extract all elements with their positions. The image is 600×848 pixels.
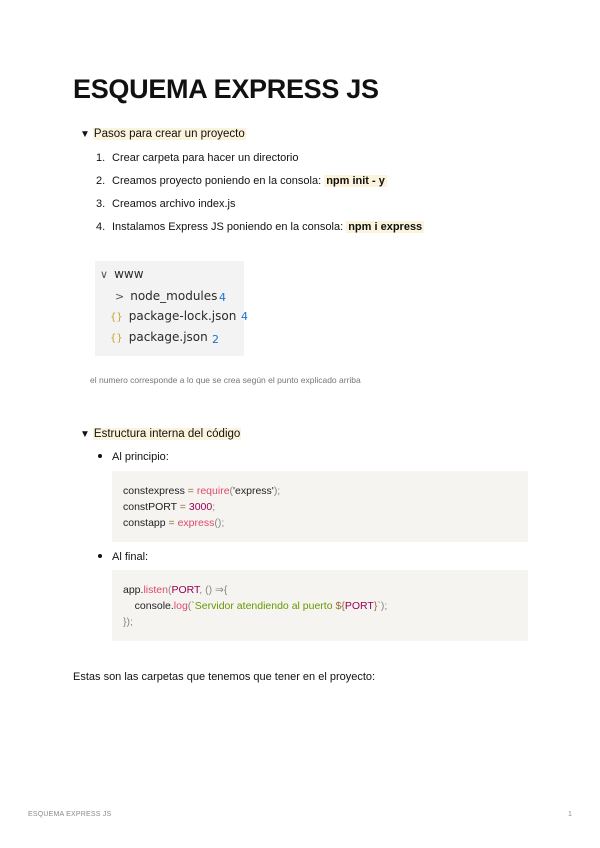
tree-item xyxy=(115,289,217,303)
bullet-dot-icon xyxy=(98,554,102,558)
bullet-text: Al principio: xyxy=(112,451,169,463)
list-item xyxy=(96,174,556,197)
code-line: constapp = express(); xyxy=(123,517,225,529)
json-braces-icon: {} xyxy=(110,312,123,323)
code-block-final xyxy=(112,570,528,641)
tree-item xyxy=(110,309,236,323)
bullet-item xyxy=(98,551,148,563)
list-item xyxy=(96,197,556,220)
chevron-right-icon: > xyxy=(115,290,125,303)
code-line: console.log(`Servidor atendiendo al puerto ${PORT}`); xyxy=(134,600,388,612)
tree-item-label: node_modules xyxy=(130,289,218,303)
code-block-inicio xyxy=(112,471,528,542)
list-text: Creamos proyecto poniendo en la consola: xyxy=(112,175,325,187)
toggle-arrow-icon[interactable]: ▼ xyxy=(80,129,90,140)
tree-root xyxy=(100,267,144,281)
toggle-heading: Pasos para crear un proyecto xyxy=(93,128,245,140)
json-braces-icon: {} xyxy=(110,333,123,344)
bullet-text: Al final: xyxy=(112,551,149,563)
list-text: Creamos archivo index.js xyxy=(112,198,236,210)
list-index: 4. xyxy=(96,221,106,233)
list-index: 2. xyxy=(96,175,106,187)
tree-item-number: 4 xyxy=(219,291,226,304)
list-index: 3. xyxy=(96,198,106,210)
toggle-pasos[interactable] xyxy=(80,128,246,140)
page-number: 1 xyxy=(568,811,572,818)
tree-root-label: www xyxy=(114,267,144,281)
list-item xyxy=(96,220,556,243)
code-line: }); xyxy=(123,616,133,628)
inline-command: npm i express xyxy=(348,221,423,233)
footer-title: ESQUEMA EXPRESS JS xyxy=(28,811,112,818)
tree-item-number: 4 xyxy=(241,310,248,323)
list-text: Instalamos Express JS poniendo en la consola: xyxy=(112,221,347,233)
toggle-estructura[interactable] xyxy=(80,428,241,440)
list-index: 1. xyxy=(96,152,106,164)
image-caption: el numero corresponde a lo que se crea según el punto explicado arriba xyxy=(90,375,361,385)
tree-item-number: 2 xyxy=(212,333,219,346)
tree-item-label: package.json xyxy=(128,330,208,344)
page-title: ESQUEMA EXPRESS JS xyxy=(73,74,379,104)
paragraph: Estas son las carpetas que tenemos que tener en el proyecto: xyxy=(73,671,376,683)
list-text: Crear carpeta para hacer un directorio xyxy=(112,152,299,164)
code-line: constPORT = 3000; xyxy=(123,501,216,513)
tree-item-label: package-lock.json xyxy=(128,309,237,323)
bullet-dot-icon xyxy=(98,454,102,458)
steps-list xyxy=(96,151,556,243)
tree-item xyxy=(110,330,208,344)
chevron-down-icon: ∨ xyxy=(100,268,109,281)
toggle-heading: Estructura interna del código xyxy=(93,428,241,440)
code-line: app.listen(PORT, () ⇒{ xyxy=(123,584,228,596)
inline-command: npm init - y xyxy=(326,175,385,187)
list-item xyxy=(96,151,556,174)
bullet-item xyxy=(98,451,169,463)
file-tree-screenshot xyxy=(95,261,248,356)
toggle-arrow-icon[interactable]: ▼ xyxy=(80,429,90,440)
code-line: constexpress = require('express'); xyxy=(123,485,281,497)
